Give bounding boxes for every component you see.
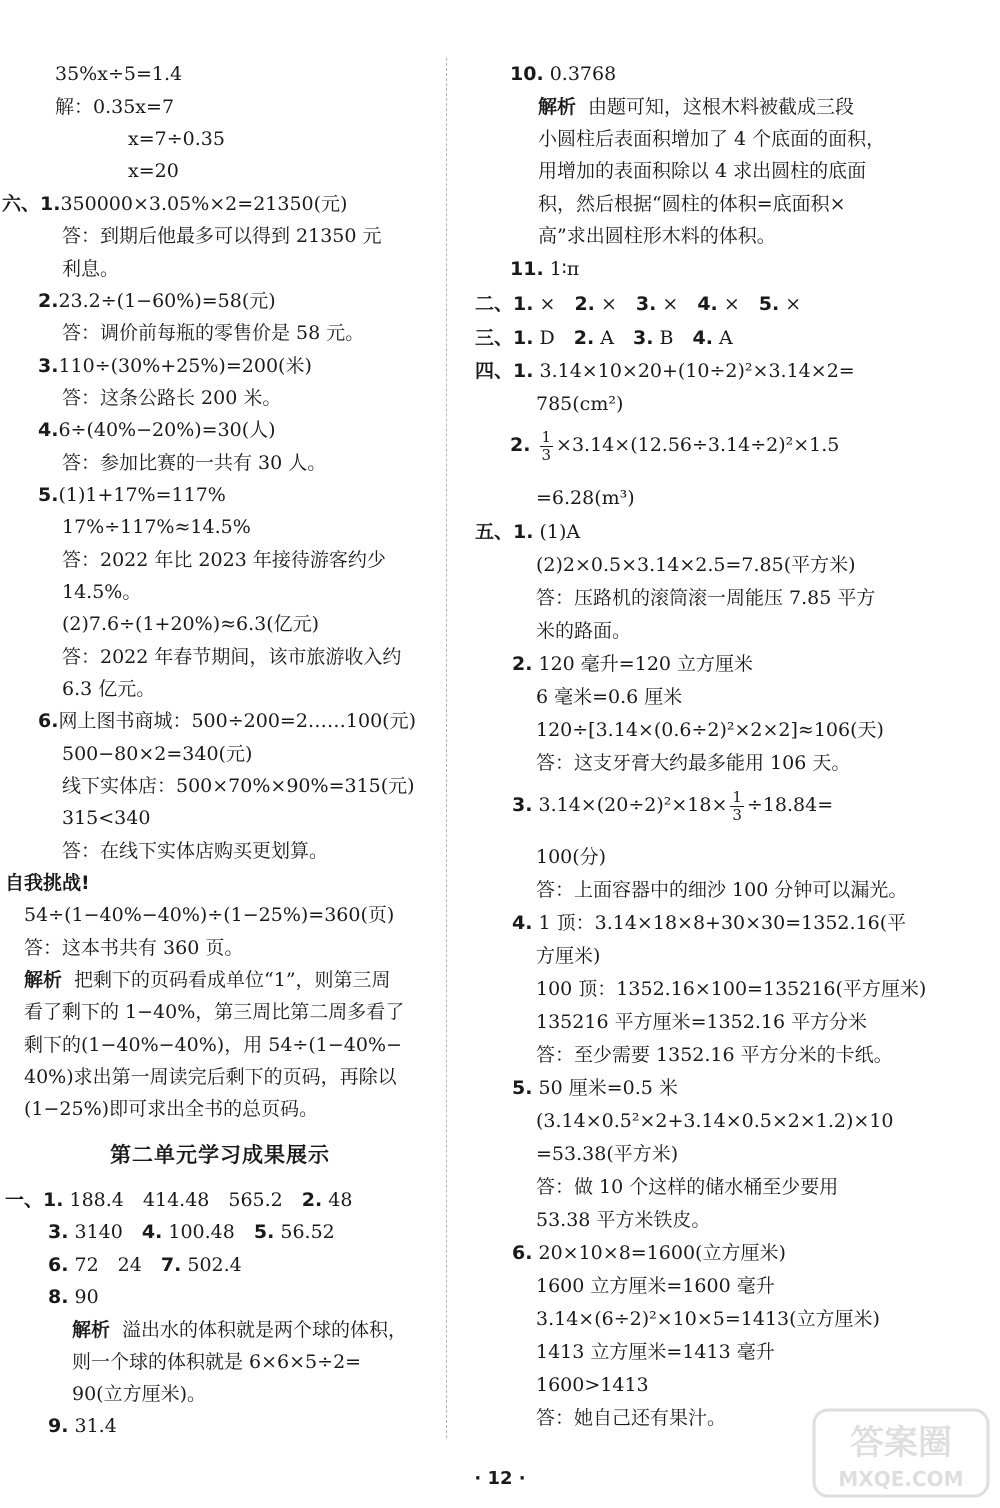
answer-line: 答：2022 年比 2023 年接待游客约少	[62, 549, 386, 571]
answer-line: 答：调价前每瓶的零售价是 58 元。	[62, 322, 365, 344]
answer-line: 14.5%。	[62, 581, 142, 603]
answer-line: 120÷[3.14×(0.6÷2)²×2×2]≈106(天)	[536, 719, 884, 741]
item-number: 8.	[48, 1286, 69, 1308]
page-number: · 12 ·	[474, 1468, 526, 1489]
answer-line: 答：上面容器中的细沙 100 分钟可以漏光。	[536, 879, 908, 901]
item-number: 三、1.	[475, 327, 534, 349]
answer-line: 53.38 平方米铁皮。	[536, 1209, 711, 1231]
answer-item	[38, 354, 312, 378]
answer-item	[475, 520, 580, 544]
item-text: 3140	[74, 1221, 123, 1243]
item-text: 48	[328, 1189, 353, 1211]
answer-line: 6 毫米=0.6 厘米	[536, 686, 683, 708]
item-number: 五、1.	[475, 521, 534, 543]
item-text: (1)1+17%=117%	[58, 484, 226, 506]
eq-line: x=20	[128, 160, 179, 182]
analysis-line	[24, 968, 391, 992]
answer-item	[38, 418, 276, 442]
answer-item	[38, 483, 226, 507]
analysis-line: 看了剩下的 1−40%，第三周比第二周多看了	[24, 1001, 405, 1023]
item-number: 3.	[48, 1221, 69, 1243]
item-number: 9.	[48, 1415, 69, 1437]
answer-line: 答：到期后他最多可以得到 21350 元	[62, 225, 382, 247]
item-number: 5.	[758, 293, 780, 315]
answer-item	[510, 257, 579, 281]
section-heading: 第二单元学习成果展示	[110, 1143, 330, 1167]
answer-line: 米的路面。	[536, 620, 632, 642]
item-text: B	[659, 327, 674, 349]
item-text: ×	[785, 293, 802, 315]
fraction-denominator: 3	[732, 805, 742, 824]
fraction-denominator: 3	[541, 445, 552, 464]
analysis-label: 解析	[72, 1319, 111, 1341]
item-text: 6÷(40%−20%)=30(人)	[58, 419, 276, 441]
item-number: 6.	[38, 710, 59, 732]
answer-line: 答：压路机的滚筒滚一周能压 7.85 平方	[536, 587, 876, 609]
item-text: 350000×3.05%×2=21350(元)	[60, 193, 348, 215]
item-text: D	[539, 327, 555, 349]
item-text: A	[600, 327, 614, 349]
answer-line: (2)7.6÷(1+20%)≈6.3(亿元)	[62, 613, 320, 635]
item-text: 1 顶：3.14×18×8+30×30=1352.16(平	[538, 912, 907, 934]
item-number: 5.	[38, 484, 59, 506]
answer-line: =6.28(m³)	[536, 487, 635, 509]
eq-line: 35%x÷5=1.4	[55, 63, 183, 85]
analysis-line	[538, 95, 854, 119]
answer-line: 答：这条公路长 200 米。	[62, 387, 282, 409]
answer-item	[38, 289, 276, 313]
answer-item	[2, 192, 347, 216]
answer-line: 500−80×2=340(元)	[62, 743, 253, 765]
answer-line: 6.3 亿元。	[62, 678, 156, 700]
answer-line: 答：至少需要 1352.16 平方分米的卡纸。	[536, 1044, 893, 1066]
answer-line: 答：这本书共有 360 页。	[24, 937, 244, 959]
item-number: 11.	[510, 258, 544, 280]
answer-line: 答：她自己还有果汁。	[536, 1407, 727, 1429]
item-number: 4.	[38, 419, 59, 441]
item-text: 72 24	[74, 1254, 142, 1276]
answer-item	[512, 1076, 678, 1100]
item-number: 二、1.	[475, 293, 534, 315]
item-number: 4.	[692, 327, 713, 349]
answer-line: 答：参加比赛的一共有 30 人。	[62, 452, 327, 474]
item-text: 3.14×10×20+(10÷2)²×3.14×2=	[539, 360, 855, 382]
item-text: 56.52	[280, 1221, 335, 1243]
answer-line: 答：这支牙膏大约最多能用 106 天。	[536, 752, 851, 774]
item-number: 2.	[38, 290, 59, 312]
answer-line: 3.14×(6÷2)²×10×5=1413(立方厘米)	[536, 1308, 880, 1330]
watermark-text: 答案圈	[850, 1423, 952, 1463]
item-text: 网上图书商城：500÷200=2……100(元)	[58, 710, 417, 732]
item-text: 3.14×(20÷2)²×18×	[538, 794, 728, 816]
answer-line: =53.38(平方米)	[536, 1143, 679, 1165]
item-text: 23.2÷(1−60%)=58(元)	[58, 290, 276, 312]
answer-item	[5, 1188, 352, 1212]
item-number: 六、1.	[2, 193, 61, 215]
item-number: 10.	[510, 63, 544, 85]
answer-line: 1600 立方厘米=1600 毫升	[536, 1275, 775, 1297]
item-number: 7.	[160, 1254, 182, 1276]
answer-item	[48, 1220, 335, 1244]
fraction-numerator: 1	[732, 787, 742, 806]
answer-item	[510, 425, 839, 465]
answer-line: (2)2×0.5×3.14×2.5=7.85(平方米)	[536, 554, 856, 576]
answer-item	[48, 1253, 242, 1277]
answer-item	[512, 652, 753, 676]
eq-line: 解：0.35x=7	[55, 96, 175, 118]
item-number: 4.	[512, 912, 533, 934]
analysis-line: (1−25%)即可求出全书的总页码。	[24, 1098, 319, 1120]
answer-item	[512, 911, 906, 935]
analysis-line: 则一个球的体积就是 6×6×5÷2=	[72, 1351, 362, 1373]
answer-line: 100(分)	[536, 846, 607, 868]
fraction-numerator: 1	[541, 427, 552, 446]
answer-line: 54÷(1−40%−40%)÷(1−25%)=360(页)	[24, 904, 395, 926]
answer-line: 1600>1413	[536, 1374, 649, 1396]
item-number: 4.	[697, 293, 718, 315]
item-text: 188.4 414.48 565.2	[69, 1189, 283, 1211]
item-number: 3.	[635, 293, 657, 315]
item-text: ×	[539, 293, 556, 315]
item-number: 6.	[48, 1254, 69, 1276]
answer-item	[48, 1285, 99, 1309]
analysis-line	[72, 1318, 407, 1342]
item-text: 100.48	[168, 1221, 235, 1243]
answer-line: 方厘米)	[536, 945, 601, 967]
analysis-label: 解析	[538, 96, 577, 118]
item-text: ×	[600, 293, 617, 315]
watermark-url: MXQE.COM	[838, 1467, 964, 1491]
answer-line: 17%÷117%≈14.5%	[62, 516, 251, 538]
analysis-text: 把剩下的页码看成单位“1”，则第三周	[74, 969, 391, 991]
answer-item	[512, 785, 833, 825]
answer-line: 答：做 10 个这样的储水桶至少要用	[536, 1176, 839, 1198]
fraction	[730, 789, 744, 824]
item-number: 四、1.	[475, 360, 534, 382]
item-text: ÷18.84=	[746, 794, 834, 816]
item-number: 5.	[253, 1221, 275, 1243]
eq-line: x=7÷0.35	[128, 128, 225, 150]
watermark-logo	[812, 1408, 990, 1498]
fraction	[540, 429, 554, 464]
answer-line: 1413 立方厘米=1413 毫升	[536, 1341, 775, 1363]
answer-line: 785(cm²)	[536, 393, 624, 415]
item-text: 1∶π	[549, 258, 580, 280]
analysis-line: 剩下的(1−40%−40%)，用 54÷(1−40%−	[24, 1034, 402, 1056]
answer-line: 答：2022 年春节期间，该市旅游收入约	[62, 646, 402, 668]
answer-item	[475, 292, 801, 316]
analysis-label: 解析	[24, 969, 63, 991]
analysis-line: 小圆柱后表面积增加了 4 个底面的面积，	[538, 128, 886, 150]
item-text: ×	[723, 293, 740, 315]
answer-item	[475, 326, 733, 350]
item-text: ×	[662, 293, 679, 315]
answer-line: 线下实体店：500×70%×90%=315(元)	[62, 775, 415, 797]
analysis-text: 溢出水的体积就是两个球的体积，	[122, 1319, 408, 1341]
item-number: 2.	[574, 293, 595, 315]
item-number: 2.	[512, 653, 533, 675]
item-text: A	[718, 327, 733, 349]
answer-item	[48, 1414, 117, 1438]
analysis-text: 由题可知，这根木料被截成三段	[588, 96, 855, 118]
answer-item	[512, 1241, 786, 1265]
answer-item	[475, 359, 855, 383]
item-number: 6.	[512, 1242, 533, 1264]
analysis-line: 40%)求出第一周读完后剩下的页码，再除以	[24, 1066, 397, 1088]
item-text: 31.4	[74, 1415, 117, 1437]
item-text: 502.4	[187, 1254, 242, 1276]
analysis-line: 用增加的表面积除以 4 求出圆柱的底面	[538, 160, 867, 182]
item-text: 110÷(30%+25%)=200(米)	[58, 355, 312, 377]
answer-line: 315<340	[62, 807, 151, 829]
item-text: 50 厘米=0.5 米	[538, 1077, 678, 1099]
answer-line: 135216 平方厘米=1352.16 平方分米	[536, 1011, 868, 1033]
item-text: 20×10×8=1600(立方厘米)	[538, 1242, 786, 1264]
item-number: 3.	[512, 794, 533, 816]
item-number: 一、1.	[5, 1189, 64, 1211]
item-number: 2.	[573, 327, 595, 349]
answer-line: 利息。	[62, 258, 120, 280]
item-number: 2.	[301, 1189, 323, 1211]
answer-line: (3.14×0.5²×2+3.14×0.5×2×1.2)×10	[536, 1110, 894, 1132]
answer-item	[510, 62, 616, 86]
item-number: 5.	[512, 1077, 533, 1099]
item-text: ×3.14×(12.56÷3.14÷2)²×1.5	[556, 434, 840, 456]
item-text: 0.3768	[549, 63, 617, 85]
item-number: 4.	[141, 1221, 163, 1243]
item-text: 120 毫升=120 立方厘米	[538, 653, 754, 675]
answer-item	[38, 709, 416, 733]
analysis-line: 高”求出圆柱形木料的体积。	[538, 225, 776, 247]
analysis-line: 积，然后根据“圆柱的体积=底面积×	[538, 193, 846, 215]
item-number: 3.	[633, 327, 654, 349]
item-number: 3.	[38, 355, 59, 377]
column-divider	[446, 58, 447, 1438]
item-text: 90	[74, 1286, 99, 1308]
challenge-title: 自我挑战!	[5, 872, 90, 894]
item-number: 2.	[510, 434, 531, 456]
analysis-line: 90(立方厘米)。	[72, 1383, 207, 1405]
answer-line: 100 顶：1352.16×100=135216(平方厘米)	[536, 978, 927, 1000]
answer-line: 答：在线下实体店购买更划算。	[62, 840, 329, 862]
item-text: (1)A	[539, 521, 581, 543]
